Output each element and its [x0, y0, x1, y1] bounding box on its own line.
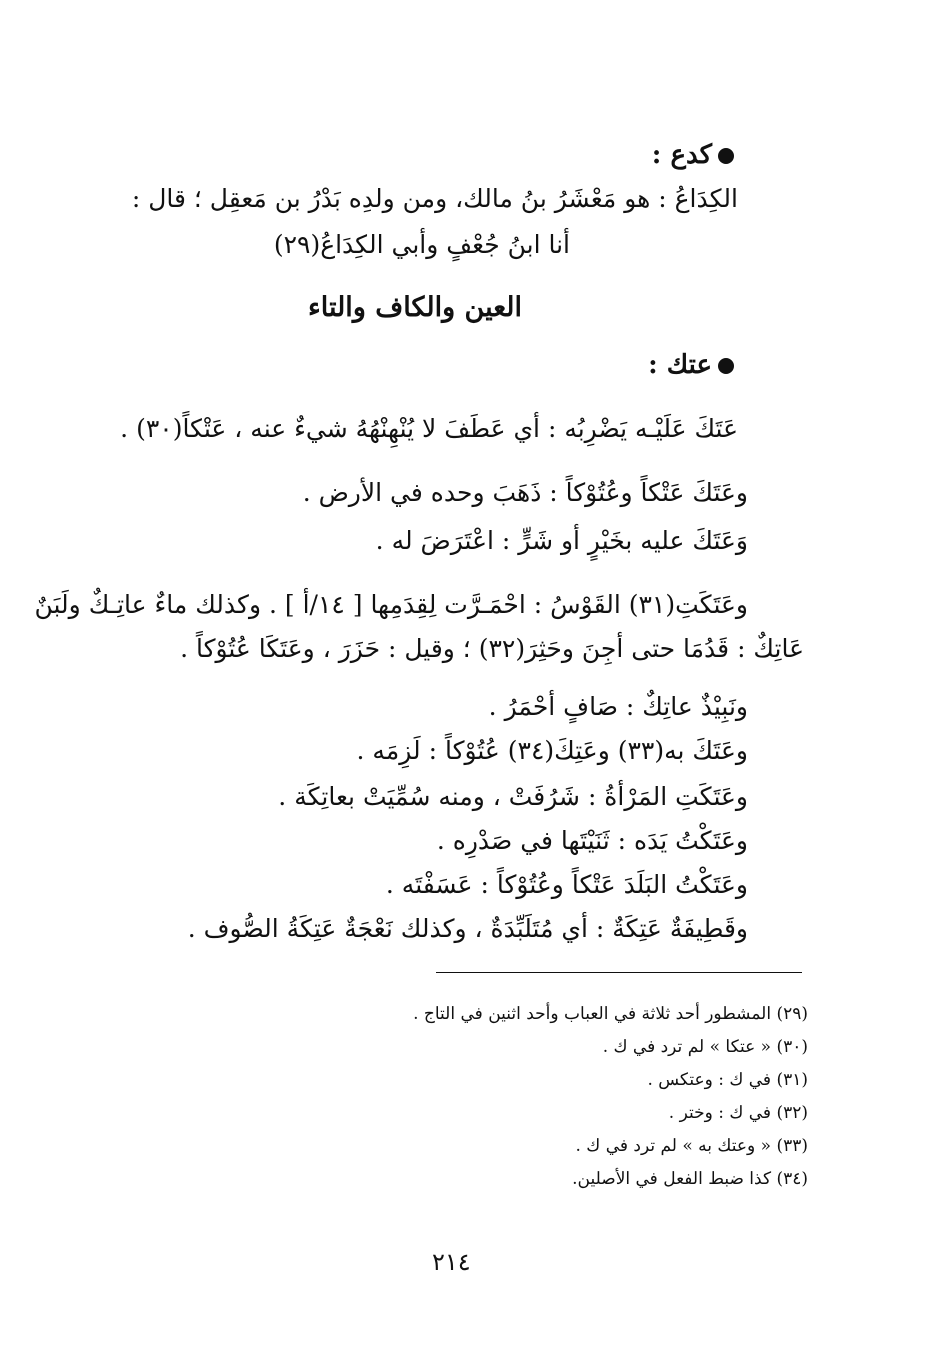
entry-heading-atak: عتك :: [648, 350, 734, 381]
atak-line: وعَتَكَتِ المَرْأةُ : شَرُفَتْ ، ومنه سُمِّيَتْ بعاتِكَة .: [278, 782, 748, 811]
bullet-icon: [718, 148, 734, 164]
footnote: (٣١) في ك : وعتكس .: [647, 1070, 808, 1090]
footnote-separator: [436, 972, 802, 973]
atak-line: عَتَكَ عَلَيْـه يَضْرِبُه : أي عَطَفَ لا يُنْهِنْهُهُ شيءٌ عنه ، عَتْكاً(٣٠) .: [120, 414, 738, 443]
atak-line: عَاتِكٌ : قَدُمَا حتى أجِنَ وحَثِرَ(٣٢) ؛ وقيل : حَزَرَ ، وعَتَكَا عُتُوْكاً .: [180, 634, 804, 663]
atak-line: وَعَتَكَ عليه بخَيْرٍ أو شَرٍّ : اعْتَرَضَ له .: [375, 526, 748, 555]
footnote: (٣٣) « وعتك به » لم ترد في ك .: [575, 1136, 808, 1156]
chapter-title: العين والكاف والتاء: [308, 292, 522, 323]
atak-line: وعَتَكَ عَتْكاً وعُتُوْكاً : ذَهَبَ وحده في الأرض .: [302, 478, 748, 507]
footnote: (٢٩) المشطور أحد ثلاثة في العباب وأحد اثنين في التاج .: [413, 1004, 808, 1024]
atak-line: وعَتَكْتُ البَلَدَ عَتْكاً وعُتُوْكاً : عَسَفْتَه .: [385, 870, 748, 899]
kadaa-line: الكِدَاعُ : هو مَعْشَرُ بنُ مالك، ومن ولدِه بَدْرُ بن مَعقِل ؛ قال :: [131, 184, 738, 213]
page-number: ٢١٤: [432, 1248, 471, 1276]
atak-line: وعَتَكْتُ يَدَه : ثَنَيْتَها في صَدْرِه .: [436, 826, 748, 855]
footnote: (٣٤) كذا ضبط الفعل في الأصلين.: [572, 1169, 808, 1189]
footnote: (٣٠) « عتكا » لم ترد في ك .: [602, 1037, 808, 1057]
atak-line: وعَتَكَتِ(٣١) القَوْسُ : احْمَـرَّت لِقِدَمِها [ ١٤/أ ] . وكذلك ماءٌ عاتِـكٌ ولَبَنٌ: [34, 590, 748, 619]
kadaa-verse: أنا ابنُ جُعْفٍ وأبي الكِدَاعُ(٢٩): [273, 230, 570, 259]
bullet-icon: [718, 358, 734, 374]
footnote: (٣٢) في ك : وختر .: [668, 1103, 808, 1123]
atak-line: ونَبِيْذٌ عاتِكٌ : صَافٍ أحْمَرُ .: [488, 692, 748, 721]
atak-line: وعَتَكَ به(٣٣) وعَتِكَ(٣٤) عُتُوْكاً : لَزِمَه .: [356, 736, 748, 765]
atak-line: وقَطِيفَةٌ عَتِكَةٌ : أي مُتَلَبِّدَةٌ ، وكذلك نَعْجَةٌ عَتِكَةُ الصُّوف .: [187, 914, 748, 943]
entry-heading-kadaa: كدع :: [652, 140, 734, 171]
